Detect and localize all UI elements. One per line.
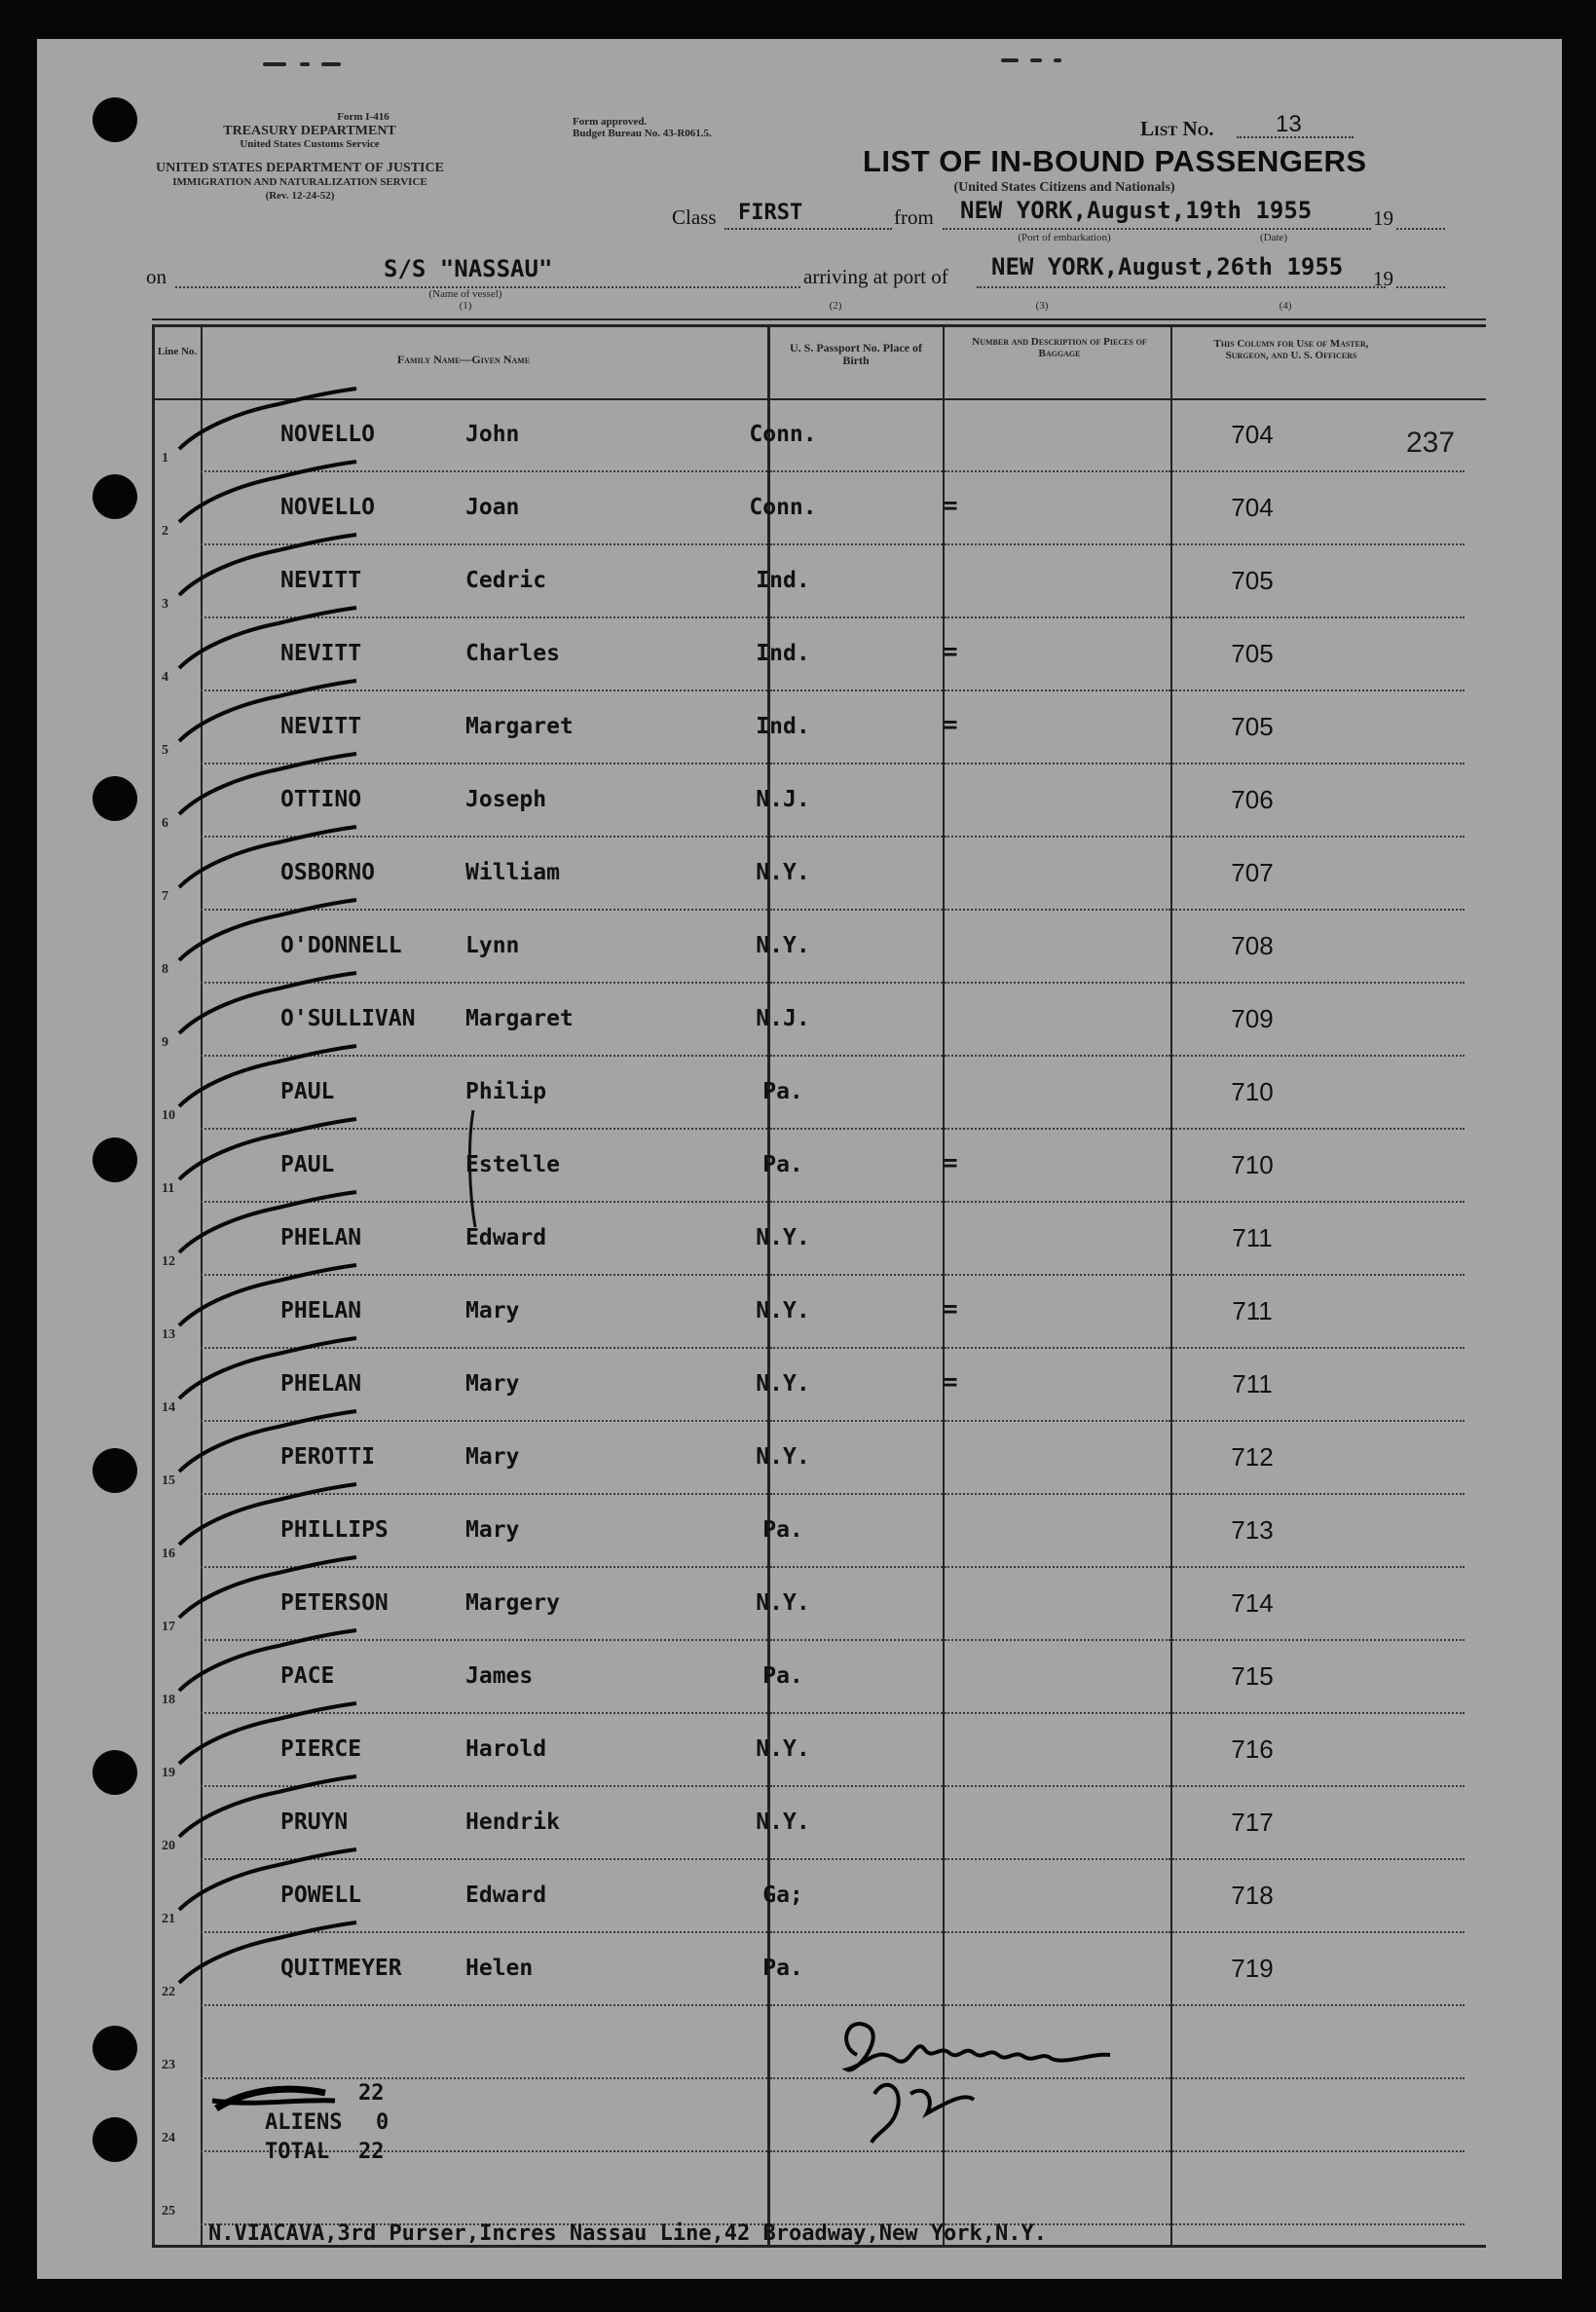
place-of-birth: N.Y.	[756, 1809, 810, 1835]
check-mark	[171, 379, 366, 457]
place-of-birth: Ind.	[756, 714, 810, 739]
check-mark	[171, 890, 366, 968]
check-mark	[171, 671, 366, 749]
officer-number: 705	[1231, 712, 1274, 741]
place-of-birth: N.J.	[756, 787, 810, 812]
given-name: Edward	[465, 1225, 547, 1250]
officer-number: 711	[1232, 1223, 1273, 1252]
family-name: O'DONNELL	[280, 933, 402, 958]
family-name: PHELAN	[280, 1225, 362, 1250]
place-of-birth: N.Y.	[756, 860, 810, 885]
officer-number: 704	[1231, 493, 1274, 522]
list-no-value: 13	[1276, 111, 1302, 137]
line-number: 14	[162, 1400, 175, 1415]
punch-hole	[93, 2026, 137, 2070]
baggage-mark: =	[943, 1148, 958, 1176]
officer-number: 708	[1231, 931, 1274, 960]
place-of-birth: N.Y.	[756, 1736, 810, 1762]
check-mark	[171, 1328, 366, 1406]
check-mark	[171, 1621, 366, 1698]
check-mark	[171, 1840, 366, 1918]
line-number: 6	[162, 816, 168, 831]
check-mark	[171, 1182, 366, 1260]
place-of-birth: N.J.	[756, 1006, 810, 1031]
officer-number: 713	[1231, 1515, 1274, 1545]
officer-number: 719	[1231, 1954, 1274, 1983]
officer-number: 709	[1231, 1004, 1274, 1033]
total-label: TOTAL	[265, 2140, 330, 2164]
col4-no: (4)	[1279, 300, 1292, 312]
vessel-name: S/S "NASSAU"	[384, 255, 553, 282]
line-number: 10	[162, 1108, 175, 1123]
col-header-baggage: Number and Description of Pieces of Baggage	[972, 336, 1147, 360]
page-subtitle: (United States Citizens and Nationals)	[953, 180, 1175, 195]
family-name: NEVITT	[280, 714, 362, 739]
page-stamp: 237	[1406, 427, 1456, 459]
aliens-value: 0	[376, 2110, 390, 2135]
place-of-birth: Pa.	[762, 1663, 803, 1689]
place-of-birth: Pa.	[762, 1517, 803, 1543]
citizens-total-value: 22	[358, 2081, 385, 2106]
family-name: PHILLIPS	[280, 1517, 389, 1543]
line-number: 3	[162, 597, 168, 612]
family-name: OTTINO	[280, 787, 362, 812]
date-caption: (Date)	[1259, 232, 1288, 243]
line-number: 16	[162, 1547, 175, 1561]
budget-bureau: Budget Bureau No. 43-R061.5.	[573, 128, 712, 139]
col-header-line: Line No.	[157, 346, 198, 357]
given-name: James	[465, 1663, 534, 1689]
aliens-label: ALIENS	[265, 2110, 343, 2135]
officer-number: 707	[1231, 858, 1274, 887]
officer-number: 718	[1231, 1881, 1274, 1910]
col-header-name: Family Name—Given Name	[396, 353, 531, 366]
punch-hole	[93, 474, 137, 519]
line-number: 11	[162, 1181, 175, 1196]
officer-number: 705	[1231, 566, 1274, 595]
officer-number: 706	[1231, 785, 1274, 814]
check-mark	[171, 598, 366, 676]
line-number: 22	[162, 1985, 175, 1999]
table-row	[152, 1934, 1486, 2007]
punch-hole	[93, 1750, 137, 1795]
line-number: 7	[162, 889, 168, 904]
check-mark	[171, 525, 366, 603]
given-name: Charles	[465, 641, 560, 666]
given-name: Margaret	[465, 714, 574, 739]
family-name: POWELL	[280, 1883, 362, 1908]
purser-line: N.VIACAVA,3rd Purser,Incres Nassau Line,42 Broadway,New York,N.Y.	[208, 2221, 1047, 2246]
place-of-birth: Pa.	[762, 1152, 803, 1177]
check-mark	[171, 1548, 366, 1625]
check-mark	[171, 1474, 366, 1552]
family-name: PRUYN	[280, 1809, 349, 1835]
line-number: 18	[162, 1693, 175, 1707]
given-name: Cedric	[465, 568, 547, 593]
given-name: William	[465, 860, 560, 885]
family-name: PIERCE	[280, 1736, 362, 1762]
given-name: Mary	[465, 1371, 520, 1397]
arriving-label: arriving at port of	[803, 265, 948, 288]
officer-signature	[818, 2006, 1169, 2152]
form-approved: Form approved.	[573, 116, 648, 128]
family-name: O'SULLIVAN	[280, 1006, 416, 1031]
line-number: 13	[162, 1327, 175, 1342]
check-mark	[171, 1401, 366, 1479]
place-of-birth: N.Y.	[756, 1371, 810, 1397]
check-mark	[171, 1109, 366, 1187]
line-number: 5	[162, 743, 168, 758]
from-value: NEW YORK,August,19th 1955	[960, 197, 1313, 224]
officer-number: 711	[1232, 1369, 1273, 1398]
total-value: 22	[358, 2140, 385, 2164]
check-mark	[171, 817, 366, 895]
given-name: Helen	[465, 1956, 534, 1981]
check-mark	[171, 963, 366, 1041]
place-of-birth: Pa.	[762, 1956, 803, 1981]
port-caption: (Port of embarkation)	[1018, 232, 1111, 243]
officer-number: 711	[1232, 1296, 1273, 1325]
arriving-year: 19	[1373, 267, 1393, 290]
justice-dept: UNITED STATES DEPARTMENT OF JUSTICE	[156, 161, 444, 175]
place-of-birth: Conn.	[749, 422, 817, 447]
given-name: Harold	[465, 1736, 547, 1762]
line-number: 2	[162, 524, 168, 539]
given-name: Margery	[465, 1590, 560, 1616]
place-of-birth: N.Y.	[756, 1590, 810, 1616]
officer-number: 715	[1231, 1661, 1274, 1691]
family-name: NOVELLO	[280, 495, 375, 520]
place-of-birth: N.Y.	[756, 933, 810, 958]
class-label: Class	[672, 205, 717, 229]
class-value: FIRST	[738, 201, 803, 225]
given-name: Mary	[465, 1517, 520, 1543]
given-name: Hendrik	[465, 1809, 560, 1835]
family-name: QUITMEYER	[280, 1956, 402, 1981]
col-header-officers: This Column for Use of Master, Surgeon, and U. S. Officers	[1213, 338, 1369, 362]
given-name: Philip	[465, 1079, 547, 1104]
punch-hole	[93, 2117, 137, 2162]
treasury-dept: TREASURY DEPARTMENT	[223, 124, 396, 138]
baggage-mark: =	[943, 491, 958, 519]
form-number: Form I-416	[337, 111, 390, 123]
check-mark	[171, 1036, 366, 1114]
place-of-birth: Ind.	[756, 641, 810, 666]
punch-hole	[93, 776, 137, 821]
given-name: Mary	[465, 1298, 520, 1324]
officer-number: 712	[1231, 1442, 1274, 1472]
family-name: PEROTTI	[280, 1444, 375, 1470]
line-number: 8	[162, 962, 168, 977]
place-of-birth: N.Y.	[756, 1225, 810, 1250]
line-number: 9	[162, 1035, 168, 1050]
baggage-mark: =	[943, 637, 958, 665]
family-name: NOVELLO	[280, 422, 375, 447]
line-number: 23	[162, 2058, 175, 2072]
officer-number: 705	[1231, 639, 1274, 668]
punch-hole	[93, 97, 137, 142]
given-name: Mary	[465, 1444, 520, 1470]
place-of-birth: N.Y.	[756, 1298, 810, 1324]
officer-number: 717	[1231, 1808, 1274, 1837]
arriving-value: NEW YORK,August,26th 1955	[991, 253, 1344, 280]
from-label: from	[894, 205, 934, 229]
col3-no: (3)	[1035, 300, 1049, 312]
check-mark	[171, 1694, 366, 1771]
col2-no: (2)	[829, 300, 842, 312]
vessel-caption: (Name of vessel)	[428, 288, 502, 300]
family-name: PACE	[280, 1663, 335, 1689]
on-label: on	[146, 265, 167, 288]
officer-number: 714	[1231, 1588, 1274, 1618]
ins-service: IMMIGRATION AND NATURALIZATION SERVICE	[172, 176, 427, 188]
col-header-passport: U. S. Passport No. Place of Birth	[790, 341, 922, 368]
family-name: PHELAN	[280, 1371, 362, 1397]
passenger-table	[152, 324, 1486, 2248]
family-name: PAUL	[280, 1079, 335, 1104]
check-mark	[171, 1913, 366, 1991]
line-number: 19	[162, 1766, 175, 1780]
revision: (Rev. 12-24-52)	[265, 190, 335, 202]
check-mark	[171, 744, 366, 822]
punch-hole	[93, 1448, 137, 1493]
place-of-birth: Conn.	[749, 495, 817, 520]
baggage-mark: =	[943, 1367, 958, 1396]
officer-number: 704	[1231, 420, 1274, 449]
baggage-mark: =	[943, 1294, 958, 1323]
given-name: John	[465, 422, 520, 447]
family-name: OSBORNO	[280, 860, 375, 885]
customs-service: United States Customs Service	[240, 138, 380, 150]
check-mark	[171, 1767, 366, 1845]
line-number: 4	[162, 670, 168, 685]
family-name: NEVITT	[280, 568, 362, 593]
line-number: 21	[162, 1912, 175, 1926]
check-mark	[171, 452, 366, 530]
manifest-page	[37, 39, 1562, 2279]
officer-number: 710	[1231, 1150, 1274, 1179]
check-mark	[171, 1255, 366, 1333]
given-name: Estelle	[465, 1152, 560, 1177]
totals-block	[208, 2077, 598, 2184]
line-number: 17	[162, 1620, 175, 1634]
line-number: 25	[162, 2204, 175, 2219]
given-name: Joan	[465, 495, 520, 520]
line-number: 12	[162, 1254, 175, 1269]
line-number: 1	[162, 451, 168, 466]
given-name: Edward	[465, 1883, 547, 1908]
page-title: LIST OF IN-BOUND PASSENGERS	[863, 144, 1367, 178]
given-name: Joseph	[465, 787, 547, 812]
line-number: 20	[162, 1839, 175, 1853]
vessel-caption-no: (1)	[459, 300, 472, 312]
line-number: 15	[162, 1473, 175, 1488]
from-year-suffix: 19	[1373, 206, 1393, 230]
officer-number: 716	[1231, 1734, 1274, 1764]
punch-hole	[93, 1137, 137, 1182]
family-name: NEVITT	[280, 641, 362, 666]
place-of-birth: Ind.	[756, 568, 810, 593]
line-number: 24	[162, 2131, 175, 2145]
baggage-mark: =	[943, 710, 958, 738]
list-no-label: List No.	[1140, 117, 1214, 140]
place-of-birth: Ga;	[762, 1883, 803, 1908]
officer-number: 710	[1231, 1077, 1274, 1106]
place-of-birth: N.Y.	[756, 1444, 810, 1470]
family-name: PHELAN	[280, 1298, 362, 1324]
margin-bracket-mark	[464, 1105, 483, 1232]
given-name: Lynn	[465, 933, 520, 958]
family-name: PETERSON	[280, 1590, 389, 1616]
family-name: PAUL	[280, 1152, 335, 1177]
place-of-birth: Pa.	[762, 1079, 803, 1104]
given-name: Margaret	[465, 1006, 574, 1031]
